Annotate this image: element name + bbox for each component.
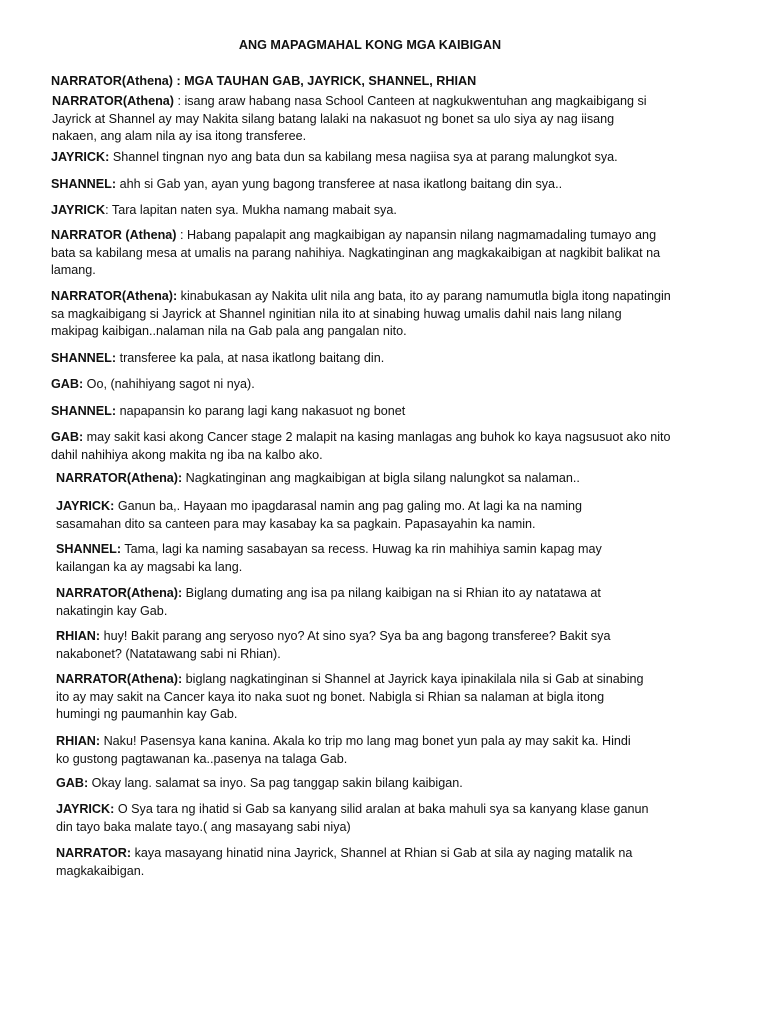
speaker-label: GAB: [51, 377, 84, 391]
dialogue-text: Nagkatinginan ang magkaibigan at bigla silang nalungkot sa nalaman.. [182, 471, 580, 485]
dialogue-text: huy! Bakit parang ang seryoso nyo? At sino sya? Sya ba ang bagong transferee? Bakit sya [100, 629, 611, 643]
dialogue-block [56, 585, 601, 620]
speaker-label: NARRATOR(Athena): [56, 586, 183, 600]
speaker-label: NARRATOR(Athena): [56, 471, 183, 485]
dialogue-line [56, 671, 644, 689]
dialogue-text: kaya masayang hinatid nina Jayrick, Shannel at Rhian si Gab at sila ay naging matalik na [131, 846, 633, 860]
speaker-label: JAYRICK: [51, 150, 110, 164]
dialogue-block [56, 775, 463, 793]
dialogue-text: ahh si Gab yan, ayan yung bagong transferee at nasa ikatlong baitang din sya.. [116, 177, 563, 191]
dialogue-line [51, 403, 405, 421]
speaker-label: JAYRICK: [56, 802, 115, 816]
dialogue-line [56, 733, 631, 751]
dialogue-line: din tayo baka malate tayo.( ang masayang sabi niya) [56, 819, 351, 834]
dialogue-text: transferee ka pala, at nasa ikatlong baitang din. [116, 351, 385, 365]
dialogue-text: Naku! Pasensya kana kanina. Akala ko trip mo lang mag bonet yun pala ay may sakit ka. Hindi [100, 734, 631, 748]
speaker-label: NARRATOR(Athena): [56, 672, 183, 686]
dialogue-block [51, 227, 660, 280]
dialogue-block [56, 498, 582, 533]
dialogue-block [51, 350, 384, 368]
dialogue-block [51, 202, 397, 220]
dialogue-block [56, 470, 580, 488]
dialogue-text: Ganun ba,. Hayaan mo ipagdarasal namin ang pag galing mo. At lagi ka na naming [114, 499, 582, 513]
speaker-label: RHIAN: [56, 629, 101, 643]
dialogue-text: napapansin ko parang lagi kang nakasuot ng bonet [116, 404, 406, 418]
dialogue-line: ito ay may sakit na Cancer kaya ito naka suot ng bonet. Nabigla si Rhian sa nalaman at bigla itong [56, 689, 605, 704]
dialogue-block [56, 801, 648, 836]
speaker-label: NARRATOR(Athena): [51, 289, 178, 303]
dialogue-line [56, 541, 602, 559]
dialogue-line [56, 498, 582, 516]
dialogue-text: O Sya tara ng ihatid si Gab sa kanyang silid aralan at baka mahuli sya sa kanyang klase ganun [114, 802, 649, 816]
speaker-label: SHANNEL: [51, 351, 117, 365]
dialogue-block [56, 733, 631, 768]
dialogue-line [56, 775, 463, 793]
dialogue-text: Okay lang. salamat sa inyo. Sa pag tanggap sakin bilang kaibigan. [88, 776, 463, 790]
dialogue-block [51, 429, 671, 464]
dialogue-line [56, 470, 580, 488]
dialogue-line: lamang. [51, 263, 96, 277]
speaker-label: JAYRICK: [56, 499, 115, 513]
dialogue-line [51, 149, 618, 167]
dialogue-line: sa magkaibigang si Jayrick at Shannel nginitian nila ito at sinabing huwag umalis dahil nais lang nilang [51, 306, 622, 321]
dialogue-block [51, 288, 671, 341]
dialogue-line: kailangan ka ay magsabi ka lang. [56, 559, 243, 574]
dialogue-text: Oo, (nahihiyang sagot ni nya). [83, 377, 255, 391]
dialogue-line [56, 801, 648, 819]
dialogue-text: Tama, lagi ka naming sasabayan sa recess. Huwag ka rin mahihiya samin kapag may [121, 542, 602, 556]
dialogue-line: dahil nahihiya akong makita ng iba na kalbo ako. [51, 447, 323, 462]
dialogue-block [52, 93, 647, 146]
speaker-label: NARRATOR (Athena) [51, 228, 177, 242]
dialogue-block [51, 149, 618, 167]
dialogue-line [51, 429, 671, 447]
dialogue-line [51, 288, 671, 306]
dialogue-line: nakaen, ang alam nila ay isa itong transferee. [52, 129, 307, 143]
speaker-label: NARRATOR(Athena) [52, 94, 174, 108]
dialogue-line [51, 202, 397, 220]
dialogue-text: Biglang dumating ang isa pa nilang kaibigan na si Rhian ito ay natatawa at [182, 586, 601, 600]
dialogue-line [56, 845, 632, 863]
dialogue-line [51, 350, 384, 368]
dialogue-line: bata sa kabilang mesa at umalis na parang nahihiya. Nagkatinginan ang magkakaibigan at nagkibit balikat na [51, 245, 661, 260]
dialogue-line [51, 73, 476, 91]
dialogue-line [52, 93, 647, 111]
speaker-label: SHANNEL: [56, 542, 122, 556]
dialogue-line [56, 628, 610, 646]
dialogue-line [51, 227, 660, 245]
dialogue-text: may sakit kasi akong Cancer stage 2 malapit na kasing manlagas ang buhok ko kaya nagsusuot ako nito [83, 430, 671, 444]
dialogue-block [56, 628, 610, 663]
document-title: ANG MAPAGMAHAL KONG MGA KAIBIGAN [238, 38, 502, 52]
dialogue-text: Shannel tingnan nyo ang bata dun sa kabilang mesa nagiisa sya at parang malungkot sya. [109, 150, 618, 164]
dialogue-line: ko gustong pagtawanan ka..pasenya na talaga Gab. [56, 751, 348, 766]
speaker-label: NARRATOR: [56, 846, 132, 860]
dialogue-line: nakabonet? (Natatawang sabi ni Rhian). [56, 646, 281, 661]
cast-line [51, 73, 476, 91]
dialogue-text: : isang araw habang nasa School Canteen at nagkukwentuhan ang magkaibigang si [173, 94, 647, 108]
speaker-label: JAYRICK [51, 203, 106, 217]
dialogue-text: biglang nagkatinginan si Shannel at Jayrick kaya ipinakilala nila si Gab at sinabing [182, 672, 644, 686]
speaker-label: GAB: [51, 430, 84, 444]
dialogue-line: humingi ng paumanhin kay Gab. [56, 707, 238, 721]
dialogue-block [56, 671, 644, 724]
dialogue-line: magkakaibigan. [56, 863, 145, 878]
dialogue-block [51, 176, 562, 194]
dialogue-line: sasamahan dito sa canteen para may kasabay ka sa pagkain. Papasayahin ka namin. [56, 516, 536, 531]
dialogue-line: makipag kaibigan..nalaman nila na Gab pala ang pangalan nito. [51, 324, 407, 338]
speaker-label: NARRATOR(Athena) : [51, 74, 181, 88]
dialogue-line [51, 376, 255, 394]
dialogue-block [56, 541, 602, 576]
dialogue-line [51, 176, 562, 194]
dialogue-line [56, 585, 601, 603]
speaker-label: SHANNEL: [51, 177, 117, 191]
speaker-label: SHANNEL: [51, 404, 117, 418]
dialogue-text: kinabukasan ay Nakita ulit nila ang bata, ito ay parang namumutla bigla itong napatingin [177, 289, 671, 303]
dialogue-line: nakatingin kay Gab. [56, 603, 168, 618]
dialogue-line: Jayrick at Shannel ay may Nakita silang batang lalaki na nakasuot ng bonet sa ulo siya ay nag iisang [52, 111, 615, 126]
dialogue-block [51, 376, 255, 394]
dialogue-text: : Habang papalapit ang magkaibigan ay napansin nilang nagmamadaling tumayo ang [176, 228, 657, 242]
dialogue-text: : Tara lapitan naten sya. Mukha namang mabait sya. [105, 203, 397, 217]
dialogue-text: MGA TAUHAN GAB, JAYRICK, SHANNEL, RHIAN [180, 74, 477, 88]
speaker-label: GAB: [56, 776, 89, 790]
dialogue-block [51, 403, 405, 421]
dialogue-block [56, 845, 632, 880]
speaker-label: RHIAN: [56, 734, 101, 748]
